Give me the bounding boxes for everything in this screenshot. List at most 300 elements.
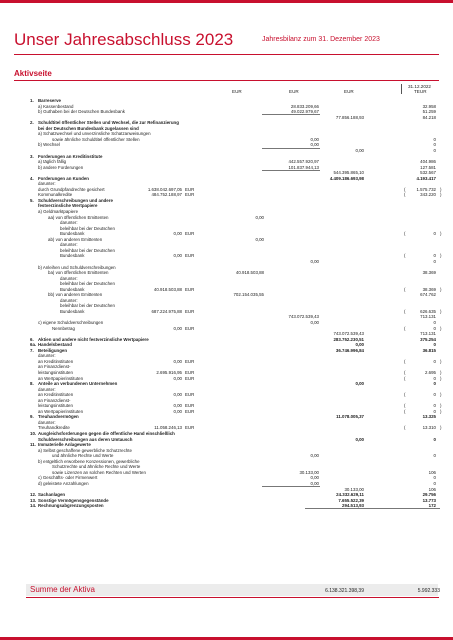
table-row bbox=[0, 475, 453, 480]
value-prior-year: 29.756 bbox=[422, 492, 436, 498]
value-col2: 442.557.920,97 bbox=[288, 159, 319, 165]
paren-close: ) bbox=[440, 375, 442, 381]
table-row bbox=[0, 115, 453, 120]
value-col2: 101.837.944,13 bbox=[288, 164, 319, 170]
table-row bbox=[0, 403, 453, 408]
table-row bbox=[0, 314, 453, 319]
row-label: Forderungen an Kreditinstitute bbox=[38, 153, 103, 159]
row-number: 2. bbox=[30, 120, 34, 126]
row-label: an Kreditinstituten bbox=[38, 358, 74, 364]
row-label: beleihbar bei der Deutschen bbox=[60, 303, 115, 309]
value-col2: 49.022.979,67 bbox=[290, 109, 319, 115]
table-row bbox=[0, 431, 453, 436]
table-row bbox=[0, 370, 453, 375]
table-row bbox=[0, 109, 453, 114]
table-row bbox=[0, 348, 453, 353]
row-number: 6a. bbox=[30, 342, 37, 348]
table-row bbox=[0, 181, 453, 186]
value-col3: 0,00 bbox=[355, 436, 364, 442]
row-label: Handelsbestand bbox=[38, 342, 72, 348]
row-label: Treuhandkredite bbox=[38, 425, 70, 431]
table-row bbox=[0, 237, 453, 242]
value-col1: 0,00 bbox=[255, 236, 264, 242]
row-number: 6. bbox=[30, 336, 34, 342]
value-col3: 0,00 bbox=[355, 147, 364, 153]
table-row bbox=[0, 137, 453, 142]
row-label: Schuldverschreibungen aus deren Umtausch bbox=[38, 436, 133, 442]
row-label: Bundesbank bbox=[60, 286, 85, 292]
row-label: ba) von öffentlichen Emittenten bbox=[48, 270, 109, 276]
value-col2: 0,00 bbox=[310, 258, 319, 264]
value-prior-year: 13.325 bbox=[422, 414, 436, 420]
table-row bbox=[0, 498, 453, 503]
value-prior-year: 0 bbox=[433, 253, 436, 259]
table-row bbox=[0, 98, 453, 103]
row-label: Rechnungsabgrenzungsposten bbox=[38, 503, 104, 509]
paren-open: ( bbox=[404, 286, 406, 292]
total-value-current: 6.138.321.398,39 bbox=[325, 588, 364, 594]
row-label: b) entgeltlich erworbene Konzessionen, gewerbliche bbox=[38, 458, 140, 464]
value-prior-year: 0 bbox=[433, 320, 436, 325]
value-col3: 544.395.865,10 bbox=[333, 170, 364, 176]
value-prior-year: 0 bbox=[433, 258, 436, 264]
table-row bbox=[0, 387, 453, 392]
table-row bbox=[0, 459, 453, 464]
currency-label: EUR bbox=[185, 231, 195, 237]
row-label: Forderungen an Kunden bbox=[38, 175, 89, 181]
row-label: Sonstige Vermögensgegenstände bbox=[38, 497, 109, 503]
row-label: Immaterielle Anlagewerte bbox=[38, 442, 91, 448]
row-label: sowie Lizenzen an solchen Rechten und Werten bbox=[52, 469, 146, 475]
row-label: ab) von anderen Emittenten bbox=[48, 236, 103, 242]
table-row bbox=[0, 326, 453, 331]
table-row bbox=[0, 242, 453, 247]
row-label: Bundesbank bbox=[60, 253, 85, 259]
currency-label: EUR bbox=[185, 253, 195, 259]
value-col3: 0,00 bbox=[355, 381, 364, 387]
value-prior-year: 0 bbox=[433, 436, 436, 442]
value-prior-year: 127.581 bbox=[420, 164, 436, 170]
table-row bbox=[0, 481, 453, 486]
header-eur-col3: EUR bbox=[344, 89, 354, 94]
paren-open: ( bbox=[404, 253, 406, 259]
value-col3: 77.856.188,93 bbox=[335, 114, 364, 120]
value-col3: 30.133,00 bbox=[344, 486, 364, 492]
currency-label: EUR bbox=[185, 308, 195, 314]
value-prior-year: 713.131 bbox=[420, 314, 436, 320]
value-prior-year: 0 bbox=[433, 480, 436, 486]
table-row bbox=[0, 265, 453, 270]
table-row bbox=[0, 198, 453, 203]
table-row bbox=[0, 309, 453, 314]
value-sub-eur: 11.058.246,13 bbox=[154, 425, 182, 431]
table-row bbox=[0, 359, 453, 364]
value-prior-year: 404.986 bbox=[420, 159, 436, 165]
row-label: b) Guthaben bei der Deutschen Bundesbank bbox=[38, 109, 125, 115]
value-col3: 24.332.629,11 bbox=[336, 492, 364, 498]
row-label: durch Grundpfandrechte gesichert bbox=[38, 186, 105, 192]
value-sub-eur: 0,00 bbox=[173, 358, 182, 364]
value-prior-year: 0 bbox=[433, 325, 436, 331]
row-label: festverzinsliche Wertpapiere bbox=[38, 203, 98, 209]
row-label: beleihbar bei der Deutschen bbox=[60, 247, 115, 253]
table-row bbox=[0, 376, 453, 381]
value-prior-year: 38.369 bbox=[422, 286, 436, 292]
paren-close: ) bbox=[440, 286, 442, 292]
row-number: 13. bbox=[30, 497, 37, 503]
table-row bbox=[0, 187, 453, 192]
currency-label: EUR bbox=[185, 369, 195, 375]
row-number: 11. bbox=[30, 442, 36, 448]
row-number: 4. bbox=[30, 175, 34, 181]
value-col1: 0,00 bbox=[255, 214, 264, 220]
value-sub-eur: 0,00 bbox=[173, 403, 182, 409]
table-row bbox=[0, 353, 453, 358]
value-sub-eur: 0,00 bbox=[173, 325, 182, 331]
table-row bbox=[0, 292, 453, 297]
table-row bbox=[0, 414, 453, 419]
value-col3: 283.752.230,51 bbox=[333, 336, 364, 342]
table-row bbox=[0, 253, 453, 258]
value-prior-year: 713.131 bbox=[420, 331, 436, 337]
row-label: darunter: bbox=[60, 275, 78, 281]
table-row bbox=[0, 176, 453, 181]
table-row bbox=[0, 487, 453, 492]
table-row bbox=[0, 464, 453, 469]
paren-close: ) bbox=[440, 308, 442, 314]
table-row bbox=[0, 215, 453, 220]
value-prior-year: 32.958 bbox=[422, 103, 436, 109]
row-label: darunter: bbox=[60, 297, 78, 303]
value-sub-eur: 2.695.916,95 bbox=[156, 369, 182, 375]
value-prior-year: 0 bbox=[433, 358, 436, 364]
row-label: leistungsinstituten bbox=[38, 403, 73, 409]
row-number: 3. bbox=[30, 153, 34, 159]
value-prior-year: 0 bbox=[433, 231, 436, 237]
row-label: an Finanzdienst- bbox=[38, 364, 71, 370]
row-label: Aktien und andere nicht festverzinsliche Wertpapiere bbox=[38, 336, 149, 342]
table-row bbox=[0, 248, 453, 253]
table-row bbox=[0, 148, 453, 153]
value-prior-year: 84.218 bbox=[422, 114, 436, 120]
table-row bbox=[0, 425, 453, 430]
row-label: bei der Deutschen Bundesbank zugelassen sind bbox=[38, 125, 139, 131]
row-label: Treuhandvermögen bbox=[38, 414, 79, 420]
value-col1: 702.154.035,55 bbox=[233, 292, 264, 298]
value-prior-year: 13.310 bbox=[422, 425, 436, 431]
table-row bbox=[0, 220, 453, 225]
value-col2: 743.072.539,43 bbox=[288, 314, 319, 320]
page-subtitle: Jahresbilanz zum 31. Dezember 2023 bbox=[262, 36, 380, 43]
currency-label: EUR bbox=[185, 408, 195, 414]
paren-close: ) bbox=[440, 325, 442, 331]
table-row bbox=[0, 448, 453, 453]
row-number: 14. bbox=[30, 503, 37, 509]
table-row bbox=[0, 142, 453, 147]
page-title: Unser Jahresabschluss 2023 bbox=[14, 30, 234, 49]
table-row bbox=[0, 226, 453, 231]
value-prior-year: 36.815 bbox=[422, 347, 436, 353]
value-col2: 28.833.209,66 bbox=[290, 103, 319, 109]
row-label: Beteiligungen bbox=[38, 347, 68, 353]
table-row bbox=[0, 453, 453, 458]
paren-close: ) bbox=[440, 231, 442, 237]
paren-open: ( bbox=[404, 231, 406, 237]
value-sub-eur: 687.224.975,88 bbox=[151, 308, 182, 314]
value-prior-year: 0 bbox=[433, 381, 436, 387]
row-label: an Kreditinstituten bbox=[38, 392, 74, 398]
row-number: 8. bbox=[30, 381, 34, 387]
table-row bbox=[0, 342, 453, 347]
paren-open: ( bbox=[404, 192, 406, 198]
row-label: Kommunalkredite bbox=[38, 192, 73, 198]
value-col2: 0,00 bbox=[310, 142, 319, 148]
total-value-prior: 5.992.333 bbox=[417, 588, 440, 594]
paren-open: ( bbox=[404, 375, 406, 381]
value-prior-year: 172 bbox=[428, 503, 436, 509]
currency-label: EUR bbox=[185, 286, 195, 292]
table-row bbox=[0, 192, 453, 197]
row-label: beleihbar bei der Deutschen bbox=[60, 281, 115, 287]
value-sub-eur: 40.918.503,88 bbox=[153, 286, 182, 292]
total-label: Summe der Aktiva bbox=[30, 585, 95, 594]
table-row bbox=[0, 170, 453, 175]
table-row bbox=[0, 381, 453, 386]
value-prior-year: 106 bbox=[428, 486, 436, 492]
table-row bbox=[0, 337, 453, 342]
table-row bbox=[0, 126, 453, 131]
value-prior-year: 13.773 bbox=[422, 497, 436, 503]
bottom-divider bbox=[26, 597, 439, 598]
value-prior-year: 51.259 bbox=[422, 109, 436, 115]
table-row bbox=[0, 120, 453, 125]
paren-open: ( bbox=[404, 403, 406, 409]
row-number: 1. bbox=[30, 98, 34, 103]
paren-close: ) bbox=[440, 369, 442, 375]
row-label: aa) von öffentlichen Emittenten bbox=[48, 214, 109, 220]
paren-close: ) bbox=[440, 403, 442, 409]
header-teur: TEUR bbox=[414, 89, 427, 94]
value-sub-eur: 0,00 bbox=[173, 231, 182, 237]
row-label: c) Geschäfts- oder Firmenwert bbox=[38, 475, 98, 481]
value-col3: 0,00 bbox=[355, 342, 364, 348]
paren-close: ) bbox=[440, 408, 442, 414]
section-heading: Aktivseite bbox=[14, 69, 52, 78]
row-label: Sachanlagen bbox=[38, 492, 66, 498]
paren-close: ) bbox=[440, 192, 442, 198]
row-label: bb) von anderen Emittenten bbox=[48, 292, 103, 298]
total-rule bbox=[305, 508, 440, 509]
currency-label: EUR bbox=[185, 358, 195, 364]
row-label: b) Anleihen und Schuldverschreibungen bbox=[38, 264, 116, 270]
paren-open: ( bbox=[404, 186, 406, 192]
value-col2: 0,00 bbox=[310, 453, 319, 459]
header-prior-year-date: 31.12.2022 bbox=[408, 84, 431, 89]
value-prior-year: 343.220 bbox=[420, 192, 436, 198]
currency-label: EUR bbox=[185, 425, 195, 431]
row-number: 9. bbox=[30, 414, 34, 420]
value-prior-year: 4.193.417 bbox=[416, 175, 436, 181]
value-sub-eur: 1.638.042.697,05 bbox=[147, 186, 182, 192]
table-row bbox=[0, 364, 453, 369]
value-prior-year: 1.575.732 bbox=[416, 186, 436, 192]
value-col2: 0,00 bbox=[310, 136, 319, 142]
row-label: an Finanzdienst- bbox=[38, 397, 71, 403]
paren-open: ( bbox=[404, 408, 406, 414]
table-row bbox=[0, 303, 453, 308]
row-label: leistungsinstituten bbox=[38, 369, 73, 375]
value-prior-year: 0 bbox=[433, 142, 436, 148]
paren-close: ) bbox=[440, 358, 442, 364]
row-label: a) Kassenbestand bbox=[38, 103, 74, 109]
table-row bbox=[0, 203, 453, 208]
row-label: Anteile an verbundenen Unternehmen bbox=[38, 381, 118, 387]
table-row bbox=[0, 154, 453, 159]
value-prior-year: 0 bbox=[433, 408, 436, 414]
paren-close: ) bbox=[440, 392, 442, 398]
value-prior-year: 0 bbox=[433, 375, 436, 381]
value-prior-year: 0 bbox=[433, 475, 436, 481]
row-label: sowie ähnliche Schuldtitel öffentlicher Stellen bbox=[52, 136, 140, 142]
value-prior-year: 38.369 bbox=[422, 270, 436, 276]
currency-label: EUR bbox=[185, 392, 195, 398]
row-label: darunter: bbox=[60, 220, 78, 226]
value-col3: 294.513,93 bbox=[342, 503, 364, 509]
value-prior-year: 0 bbox=[433, 147, 436, 153]
row-label: beleihbar bei der Deutschen bbox=[60, 225, 115, 231]
table-row bbox=[0, 281, 453, 286]
value-col2: 0,00 bbox=[310, 320, 319, 325]
value-col2: 0,00 bbox=[310, 480, 319, 486]
value-sub-eur: 0,00 bbox=[173, 392, 182, 398]
row-label: an Wertpapierinstituten bbox=[38, 408, 84, 414]
value-col3: 7.655.522,39 bbox=[338, 497, 364, 503]
table-row bbox=[0, 420, 453, 425]
value-sub-eur: 0,00 bbox=[173, 375, 182, 381]
table-row bbox=[0, 437, 453, 442]
row-label: darunter: bbox=[60, 242, 78, 248]
value-prior-year: 375.254 bbox=[420, 336, 436, 342]
table-row bbox=[0, 159, 453, 164]
table-row bbox=[0, 470, 453, 475]
row-label: a) täglich fällig bbox=[38, 159, 67, 165]
table-row bbox=[0, 298, 453, 303]
value-prior-year: 0 bbox=[433, 392, 436, 398]
row-label: b) andere Forderungen bbox=[38, 164, 84, 170]
value-prior-year: 626.635 bbox=[420, 308, 436, 314]
row-label: an Wertpapierinstituten bbox=[38, 375, 84, 381]
paren-open: ( bbox=[404, 369, 406, 375]
row-label: und ähnliche Rechte und Werte bbox=[52, 453, 114, 459]
row-label: Ausgleichsforderungen gegen die öffentliche Hand einschließlich bbox=[38, 431, 175, 436]
row-number: 12. bbox=[30, 492, 37, 498]
value-prior-year: 532.567 bbox=[420, 170, 436, 176]
row-number: 7. bbox=[30, 347, 34, 353]
table-row bbox=[0, 209, 453, 214]
table-row bbox=[0, 104, 453, 109]
table-row bbox=[0, 409, 453, 414]
value-col3: 11.078.005,37 bbox=[336, 414, 364, 420]
paren-open: ( bbox=[404, 358, 406, 364]
table-row bbox=[0, 165, 453, 170]
currency-label: EUR bbox=[185, 325, 195, 331]
row-label: darunter: bbox=[38, 419, 56, 425]
table-row bbox=[0, 492, 453, 497]
value-col1: 40.918.503,88 bbox=[235, 270, 264, 276]
paren-close: ) bbox=[440, 186, 442, 192]
paren-close: ) bbox=[440, 253, 442, 259]
paren-open: ( bbox=[404, 308, 406, 314]
row-label: Bundesbank bbox=[60, 231, 85, 237]
row-label: c) eigene Schuldverschreibungen bbox=[38, 320, 104, 325]
table-row bbox=[0, 131, 453, 136]
row-label: a) Selbst geschaffene gewerbliche Schutzrechte bbox=[38, 447, 132, 453]
value-sub-eur: 0,00 bbox=[173, 408, 182, 414]
row-label: b) Wechsel bbox=[38, 142, 60, 148]
header-eur-col1: EUR bbox=[232, 89, 242, 94]
row-label: darunter: bbox=[38, 181, 56, 187]
table-row bbox=[0, 231, 453, 236]
row-number: 10. bbox=[30, 431, 37, 436]
table-row bbox=[0, 259, 453, 264]
row-label: Schuldtitel öffentlicher Stellen und Wechsel, die zur Refinanzierung bbox=[38, 120, 179, 126]
row-label: Barreserve bbox=[38, 98, 61, 103]
paren-open: ( bbox=[404, 392, 406, 398]
value-prior-year: 106 bbox=[428, 469, 436, 475]
value-col3: 36.746.996,84 bbox=[335, 347, 364, 353]
row-label: Schutzrechte und ähnliche Rechte und Werte bbox=[52, 464, 141, 470]
row-label: Bundesbank bbox=[60, 308, 85, 314]
value-prior-year: 0 bbox=[433, 403, 436, 409]
table-row bbox=[0, 320, 453, 325]
table-row bbox=[0, 276, 453, 281]
table-row bbox=[0, 270, 453, 275]
table-row bbox=[0, 398, 453, 403]
header-eur-col2: EUR bbox=[289, 89, 299, 94]
value-col2: 30.133,00 bbox=[299, 469, 319, 475]
row-label: a) Geldmarktpapiere bbox=[38, 209, 79, 214]
currency-label: EUR bbox=[185, 192, 195, 198]
value-col2: 0,00 bbox=[310, 475, 319, 481]
row-label: Nennbetrag bbox=[52, 325, 75, 331]
value-sub-eur: 484.752.188,97 bbox=[151, 192, 182, 198]
row-label: a) Schatzwechsel und unverzinsliche Schatzanweisungen bbox=[38, 131, 151, 137]
row-number: 5. bbox=[30, 197, 34, 203]
value-col3: 4.409.186.693,98 bbox=[329, 175, 364, 181]
currency-label: EUR bbox=[185, 186, 195, 192]
paren-close: ) bbox=[440, 425, 442, 431]
row-label: darunter: bbox=[38, 386, 56, 392]
table-row bbox=[0, 442, 453, 447]
value-prior-year: 674.762 bbox=[420, 292, 436, 298]
value-col3: 743.072.539,43 bbox=[333, 331, 364, 337]
currency-label: EUR bbox=[185, 375, 195, 381]
currency-label: EUR bbox=[185, 403, 195, 409]
value-prior-year: 0 bbox=[433, 342, 436, 348]
table-row bbox=[0, 331, 453, 336]
paren-open: ( bbox=[404, 325, 406, 331]
row-label: darunter: bbox=[38, 353, 56, 359]
value-sub-eur: 0,00 bbox=[173, 253, 182, 259]
row-label: Schuldverschreibungen und andere bbox=[38, 197, 113, 203]
value-prior-year: 0 bbox=[433, 453, 436, 459]
value-prior-year: 2.695 bbox=[425, 369, 436, 375]
table-row bbox=[0, 392, 453, 397]
value-prior-year: 0 bbox=[433, 136, 436, 142]
paren-open: ( bbox=[404, 425, 406, 431]
table-row bbox=[0, 287, 453, 292]
row-label: d) geleistete Anzahlungen bbox=[38, 480, 89, 486]
